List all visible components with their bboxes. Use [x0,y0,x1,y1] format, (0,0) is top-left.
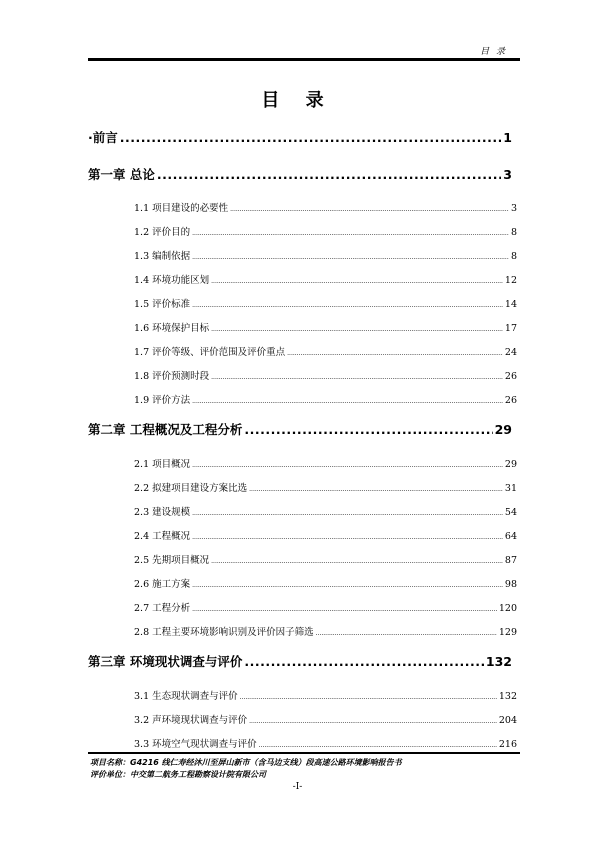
toc-section-entry[interactable] [134,200,517,214]
toc-entry-page-number: 3 [510,203,517,214]
toc-dot-leader [192,230,509,237]
toc-chapter-entry[interactable] [88,652,512,670]
toc-title: 目 录 [261,90,334,111]
toc-dot-leader [211,278,503,285]
toc-dot-leader [244,654,484,669]
toc-dot-leader [157,167,501,182]
toc-dot-leader [287,350,503,357]
toc-section-entry[interactable] [134,224,517,238]
toc-entry-page-number: 29 [494,422,512,437]
footer-rule [88,752,520,754]
toc-section-entry[interactable] [134,344,517,358]
footer-project-name: 项目名称：G4216 线仁寿经沐川至屏山新市（含马边支线）段高速公路环境影响报告书 [90,758,402,767]
toc-section-entry[interactable] [134,392,517,406]
toc-entry-label: 2.1 项目概况 [134,459,191,470]
toc-section-entry[interactable] [134,688,517,702]
toc-section-entry[interactable] [134,272,517,286]
toc-dot-leader [244,422,492,437]
toc-dot-leader [211,326,503,333]
toc-entry-label: 3.2 声环境现状调查与评价 [134,715,248,726]
toc-section-entry[interactable] [134,248,517,262]
toc-dot-leader [192,254,509,261]
toc-entry-page-number: 26 [504,395,517,406]
toc-dot-leader [192,462,503,469]
toc-section-entry[interactable] [134,320,517,334]
toc-section-entry[interactable] [134,600,517,614]
toc-entry-page-number: 98 [504,579,517,590]
toc-entry-page-number: 129 [498,627,517,638]
toc-section-entry[interactable] [134,736,517,750]
toc-entry-page-number: 31 [504,483,517,494]
toc-section-entry[interactable] [134,480,517,494]
toc-entry-page-number: 204 [498,715,517,726]
toc-entry-label: 第三章 环境现状调查与评价 [88,654,243,669]
toc-dot-leader [249,486,503,493]
toc-dot-leader [316,630,497,637]
running-header: 目 录 [480,47,507,57]
toc-entry-label: 1.1 项目建设的必要性 [134,203,229,214]
toc-dot-leader [240,694,497,701]
toc-entry-page-number: 54 [504,507,517,518]
toc-entry-label: 2.5 先期项目概况 [134,555,210,566]
toc-entry-label: 1.6 环境保护目标 [134,323,210,334]
toc-entry-label: 3.3 环境空气现状调查与评价 [134,739,257,750]
toc-entry-label: 第一章 总论 [88,167,155,182]
toc-section-entry[interactable] [134,456,517,470]
toc-section-entry[interactable] [134,296,517,310]
toc-dot-leader [192,398,503,405]
toc-entry-page-number: 120 [498,603,517,614]
toc-dot-leader [192,302,503,309]
toc-dot-leader [192,606,497,613]
toc-dot-leader [192,510,503,517]
toc-entry-label: 1.7 评价等级、评价范围及评价重点 [134,347,286,358]
toc-dot-leader [211,374,503,381]
toc-entry-label: 2.3 建设规模 [134,507,191,518]
toc-chapter-entry[interactable] [88,128,512,146]
toc-entry-page-number: 87 [504,555,517,566]
toc-section-entry[interactable] [134,712,517,726]
toc-entry-page-number: 14 [504,299,517,310]
toc-entry-page-number: 8 [510,227,517,238]
toc-entry-label: 1.2 评价目的 [134,227,191,238]
toc-dot-leader [211,558,503,565]
toc-chapter-entry[interactable] [88,165,512,183]
toc-entry-page-number: 8 [510,251,517,262]
toc-section-entry[interactable] [134,624,517,638]
toc-dot-leader [259,742,497,749]
toc-dot-leader [192,534,503,541]
toc-entry-label: 1.5 评价标准 [134,299,191,310]
toc-entry-label: ·前言 [88,130,118,145]
toc-entry-page-number: 64 [504,531,517,542]
toc-entry-page-number: 17 [504,323,517,334]
toc-section-entry[interactable] [134,528,517,542]
page-number: -I- [292,782,303,792]
toc-entry-page-number: 3 [503,167,512,182]
toc-dot-leader [120,130,502,145]
toc-entry-label: 2.6 施工方案 [134,579,191,590]
toc-section-entry[interactable] [134,552,517,566]
footer-evaluation-unit: 评价单位：中交第二航务工程勘察设计院有限公司 [90,770,266,779]
toc-entry-label: 1.8 评价预测时段 [134,371,210,382]
toc-chapter-entry[interactable] [88,420,512,438]
toc-entry-page-number: 26 [504,371,517,382]
toc-dot-leader [192,582,503,589]
toc-section-entry[interactable] [134,576,517,590]
toc-entry-label: 1.9 评价方法 [134,395,191,406]
toc-entry-page-number: 132 [485,654,512,669]
toc-entry-page-number: 24 [504,347,517,358]
toc-section-entry[interactable] [134,504,517,518]
toc-entry-page-number: 1 [503,130,512,145]
toc-entry-label: 3.1 生态现状调查与评价 [134,691,238,702]
toc-entry-label: 第二章 工程概况及工程分析 [88,422,243,437]
toc-entry-label: 2.7 工程分析 [134,603,191,614]
toc-entry-page-number: 12 [504,275,517,286]
toc-entry-label: 2.2 拟建项目建设方案比选 [134,483,248,494]
toc-dot-leader [249,718,497,725]
toc-entry-page-number: 216 [498,739,517,750]
toc-entry-page-number: 132 [498,691,517,702]
toc-entry-label: 1.4 环境功能区划 [134,275,210,286]
header-rule [88,58,520,61]
toc-section-entry[interactable] [134,368,517,382]
toc-entry-label: 2.8 工程主要环境影响识别及评价因子筛选 [134,627,314,638]
toc-entry-label: 2.4 工程概况 [134,531,191,542]
toc-entry-label: 1.3 编制依据 [134,251,191,262]
toc-dot-leader [230,206,509,213]
toc-entry-page-number: 29 [504,459,517,470]
